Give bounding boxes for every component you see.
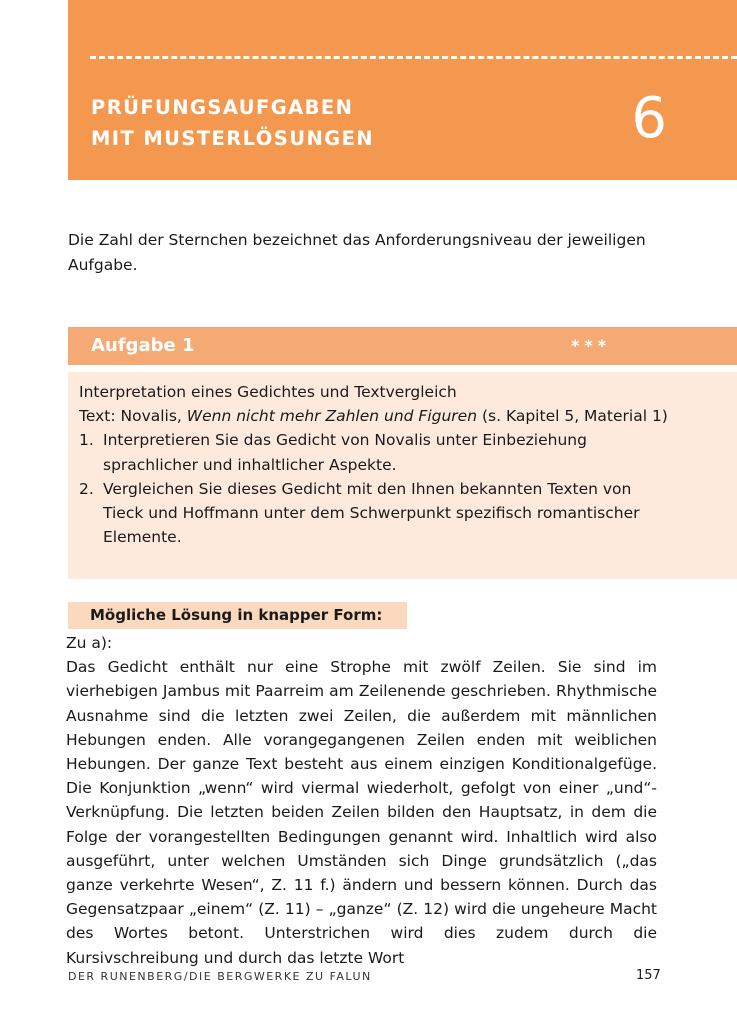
task-source-suffix: (s. Kapitel 5, Material 1) <box>477 407 668 426</box>
task-item-number: 1. <box>79 431 94 450</box>
dashed-divider <box>90 56 737 59</box>
chapter-number: 6 <box>631 86 667 151</box>
task-source <box>79 404 669 428</box>
task-item <box>79 428 669 476</box>
chapter-header <box>68 0 737 180</box>
task-content <box>79 380 669 549</box>
chapter-title-line-1: PRÜFUNGSAUFGABEN <box>91 96 354 119</box>
difficulty-stars: *** <box>571 336 612 355</box>
task-header <box>68 327 737 365</box>
solution-part-label: Zu a): <box>66 634 113 652</box>
intro-text: Die Zahl der Sternchen bezeichnet das Anforderungsniveau der jeweiligen Aufgabe. <box>68 231 646 274</box>
task-source-prefix: Text: Novalis, <box>79 407 187 426</box>
task-source-work: Wenn nicht mehr Zahlen und Figuren <box>186 407 478 426</box>
solution-paragraph: Das Gedicht enthält nur eine Strophe mit zwölf Zeilen. Sie sind im vierhebigen Jambus mit Paarreim am Zeilenende geschrieben. Rhythmische Ausnahme sind die letzten zwei Zeilen, die außerdem mit männlichen Hebungen enden. Alle vorangegangenen Zeilen enden mit weiblichen Hebungen. Der ganze Text besteht aus einem einzigen Konditionalgefüge. Die Konjunktion „wenn“ wird viermal wiederholt, gefolgt von einer „und“-Verknüpfung. Die letzten beiden Zeilen bilden den Hauptsatz, in dem die Folge der vorangestellten Bedingungen genannt wird. Inhaltlich wird also ausgeführt, unter welchen Umständen sich Dinge grundsätzlich („das ganze verkehrte Wesen“, Z. 11 f.) ändern und bessern können. Durch das Gegensatzpaar „einem“ (Z. 11) – „ganze“ (Z. 12) wird die ungeheure Macht des Wortes betont. Unterstrichen wird dies zudem durch die Kursivschreibung und durch das letzte Wort <box>66 658 657 967</box>
chapter-title <box>91 92 374 154</box>
page-number: 157 <box>636 968 661 983</box>
solution-label-bar <box>68 602 407 629</box>
running-title: DER RUNENBERG/DIE BERGWERKE ZU FALUN <box>68 970 372 983</box>
task-box <box>68 372 737 579</box>
solution-body <box>66 631 657 970</box>
solution-label: Mögliche Lösung in knapper Form: <box>90 606 383 624</box>
task-item-text: Interpretieren Sie das Gedicht von Novalis unter Einbeziehung sprachlicher und inhaltlicher Aspekte. <box>103 431 587 474</box>
task-item-text: Vergleichen Sie dieses Gedicht mit den Ihnen bekannten Texten von Tieck und Hoffmann unter dem Schwerpunkt spezifisch romantischer Elemente. <box>103 479 640 547</box>
task-item-number: 2. <box>79 479 94 498</box>
task-item <box>79 477 669 550</box>
task-list <box>79 428 669 549</box>
task-subtitle: Interpretation eines Gedichtes und Textvergleich <box>79 383 457 401</box>
task-title: Aufgabe 1 <box>91 335 195 356</box>
chapter-title-line-2: MIT MUSTERLÖSUNGEN <box>91 127 375 150</box>
